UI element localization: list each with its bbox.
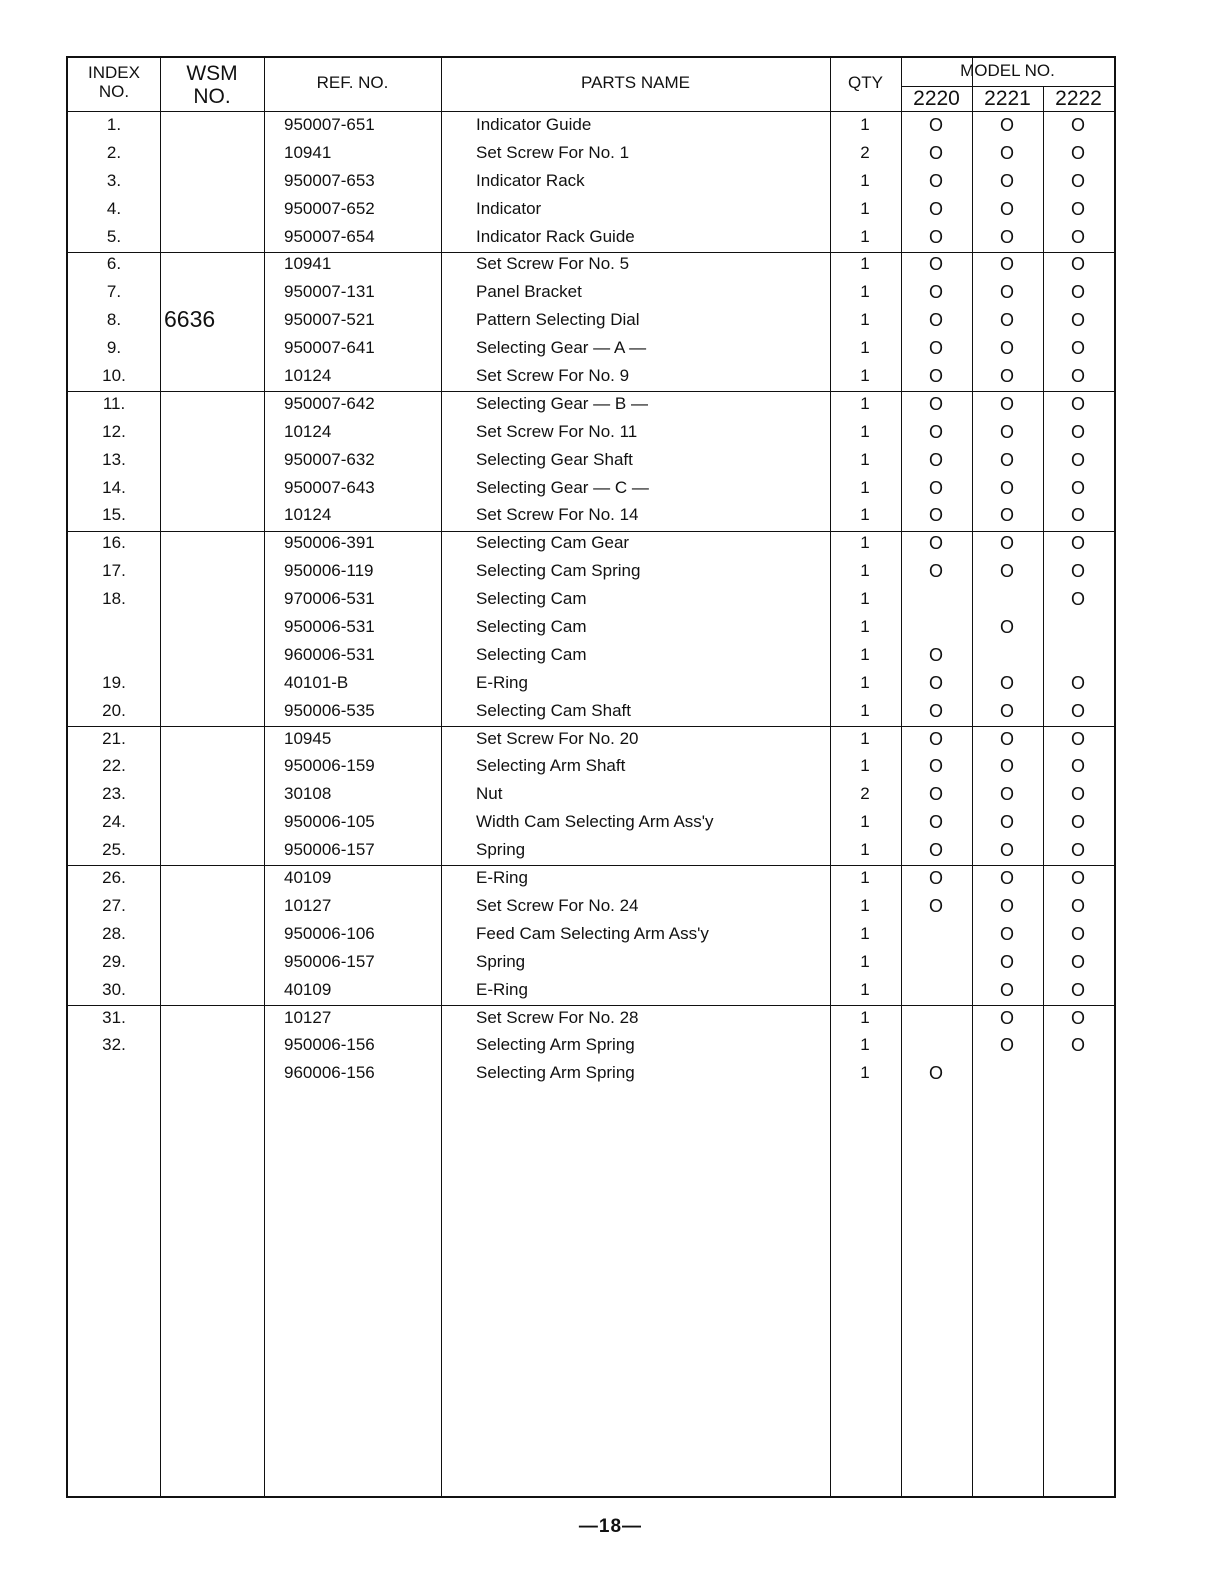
model-2222-mark: O <box>1070 142 1085 163</box>
ref-no-cell: 40109 <box>284 979 332 999</box>
model-2222-mark: O <box>1070 254 1085 275</box>
part-name-cell: E-Ring <box>476 979 528 999</box>
index-cell: 17. <box>102 561 126 581</box>
model-2222-mark: O <box>1070 784 1085 805</box>
model-2220-mark: O <box>928 449 943 470</box>
index-cell: 16. <box>102 533 126 553</box>
ref-no-cell: 950006-157 <box>284 840 375 860</box>
index-cell: 12. <box>102 421 126 441</box>
header-ref: REF. NO. <box>316 73 389 92</box>
qty-cell: 1 <box>860 1007 870 1027</box>
ref-no-cell: 950007-642 <box>284 393 375 413</box>
qty-cell: 1 <box>860 310 870 330</box>
table-row <box>68 141 1114 169</box>
ref-no-cell: 950007-521 <box>284 310 375 330</box>
ref-no-cell: 950006-119 <box>284 561 374 581</box>
ref-no-cell: 950006-156 <box>284 1035 375 1055</box>
model-2222-mark: O <box>1070 868 1085 889</box>
model-2221-mark: O <box>999 338 1014 359</box>
part-name-cell: E-Ring <box>476 672 528 692</box>
table-row <box>68 1006 1114 1034</box>
table-row <box>68 950 1114 978</box>
model-2220-mark: O <box>928 700 943 721</box>
qty-cell: 1 <box>860 366 870 386</box>
ref-no-cell: 10127 <box>284 895 332 915</box>
header-index: INDEX NO. <box>88 63 140 101</box>
part-name-cell: Indicator <box>476 198 542 218</box>
qty-cell: 2 <box>860 142 870 162</box>
model-2220-mark: O <box>928 505 943 526</box>
model-2221-mark: O <box>999 923 1014 944</box>
model-2221-mark: O <box>999 115 1014 135</box>
model-2222-mark: O <box>1070 226 1085 247</box>
part-name-cell: Spring <box>476 840 526 860</box>
qty-cell: 2 <box>860 784 870 804</box>
model-2222-mark: O <box>1070 338 1085 359</box>
model-2221-mark: O <box>999 421 1014 442</box>
index-cell: 18. <box>102 589 126 609</box>
qty-cell: 1 <box>860 672 870 692</box>
model-2221-mark: O <box>999 840 1014 861</box>
ref-no-cell: 950006-157 <box>284 951 375 971</box>
ref-no-cell: 10124 <box>284 421 332 441</box>
model-2222-mark: O <box>1070 366 1085 387</box>
index-cell: 15. <box>102 505 126 525</box>
model-2221-mark: O <box>999 310 1014 331</box>
table-row <box>68 420 1114 448</box>
table-row <box>68 559 1114 587</box>
model-2222-mark: O <box>1070 533 1085 554</box>
index-cell: 1. <box>106 115 122 134</box>
part-name-cell: Selecting Gear — B — <box>476 393 648 413</box>
table-row <box>68 727 1114 755</box>
qty-cell: 1 <box>860 756 870 776</box>
model-2220-mark: O <box>928 226 943 247</box>
model-2220-mark: O <box>928 393 943 414</box>
model-2221-mark: O <box>999 1007 1014 1028</box>
index-cell: 6. <box>106 254 122 274</box>
qty-cell: 1 <box>860 170 870 190</box>
index-cell: 9. <box>106 338 122 358</box>
model-2221-mark: O <box>999 226 1014 247</box>
model-2222-mark: O <box>1070 561 1085 582</box>
part-name-cell: Set Screw For No. 9 <box>476 366 630 386</box>
model-2220-mark: O <box>928 895 943 916</box>
table-row <box>68 615 1114 643</box>
model-2222-mark: O <box>1070 477 1085 498</box>
part-name-cell: Selecting Arm Shaft <box>476 756 626 776</box>
index-cell: 22. <box>102 756 126 776</box>
ref-no-cell: 950007-651 <box>284 115 375 134</box>
model-2221-mark: O <box>999 366 1014 387</box>
qty-cell: 1 <box>860 421 870 441</box>
table-row <box>68 308 1114 336</box>
table-row <box>68 978 1114 1006</box>
ref-no-cell: 960006-531 <box>284 644 375 664</box>
model-2222-mark: O <box>1070 812 1085 833</box>
model-2222-mark: O <box>1070 170 1085 191</box>
table-row <box>68 866 1114 894</box>
header-rule <box>68 111 1114 112</box>
index-cell: 8. <box>106 310 122 330</box>
qty-cell: 1 <box>860 115 870 134</box>
part-name-cell: Indicator Rack Guide <box>476 226 635 246</box>
model-2222-mark: O <box>1070 421 1085 442</box>
index-cell: 24. <box>102 812 126 832</box>
qty-cell: 1 <box>860 895 870 915</box>
qty-cell: 1 <box>860 477 870 497</box>
ref-no-cell: 950007-643 <box>284 477 375 497</box>
qty-cell: 1 <box>860 728 870 748</box>
part-name-cell: Selecting Cam <box>476 617 587 637</box>
model-2221-mark: O <box>999 170 1014 191</box>
ref-no-cell: 950006-391 <box>284 533 375 553</box>
part-name-cell: Set Screw For No. 1 <box>476 142 630 162</box>
qty-cell: 1 <box>860 282 870 302</box>
qty-cell: 1 <box>860 700 870 720</box>
model-2220-mark: O <box>928 477 943 498</box>
model-2220-mark: O <box>928 533 943 554</box>
model-2221-mark: O <box>999 1035 1014 1056</box>
ref-no-cell: 10124 <box>284 366 332 386</box>
model-2221-mark: O <box>999 784 1014 805</box>
model-2222-mark: O <box>1070 895 1085 916</box>
table-row <box>68 587 1114 615</box>
group-rule <box>68 865 1114 866</box>
part-name-cell: Indicator Rack <box>476 170 585 190</box>
group-rule <box>68 726 1114 727</box>
table-row <box>68 113 1114 141</box>
ref-no-cell: 950007-653 <box>284 170 375 190</box>
table-row <box>68 252 1114 280</box>
qty-cell: 1 <box>860 979 870 999</box>
part-name-cell: Selecting Arm Spring <box>476 1035 635 1055</box>
model-2220-mark: O <box>928 644 943 665</box>
qty-cell: 1 <box>860 923 870 943</box>
table-row <box>68 280 1114 308</box>
model-2222-mark: O <box>1070 282 1085 303</box>
ref-no-cell: 40101-B <box>284 672 349 692</box>
model-2220-mark: O <box>928 142 943 163</box>
wsm-number: 6636 <box>164 306 216 332</box>
qty-cell: 1 <box>860 505 870 525</box>
parts-rows <box>68 113 1114 1089</box>
index-cell: 32. <box>102 1035 126 1055</box>
ref-no-cell: 950007-641 <box>284 338 375 358</box>
part-name-cell: Set Screw For No. 28 <box>476 1007 639 1027</box>
part-name-cell: Selecting Gear — A — <box>476 338 647 358</box>
table-row <box>68 838 1114 866</box>
model-2220-mark: O <box>928 672 943 693</box>
part-name-cell: Feed Cam Selecting Arm Ass'y <box>476 923 709 943</box>
part-name-cell: Nut <box>476 784 503 804</box>
table-row <box>68 197 1114 225</box>
ref-no-cell: 950007-632 <box>284 449 375 469</box>
model-2221-mark: O <box>999 868 1014 889</box>
model-2221-mark: O <box>999 756 1014 777</box>
index-cell: 4. <box>106 198 122 218</box>
model-2220-mark: O <box>928 784 943 805</box>
part-name-cell: Indicator Guide <box>476 115 592 134</box>
table-row <box>68 782 1114 810</box>
ref-no-cell: 10127 <box>284 1007 332 1027</box>
part-name-cell: Width Cam Selecting Arm Ass'y <box>476 812 714 832</box>
table-row <box>68 671 1114 699</box>
model-2221-mark: O <box>999 393 1014 414</box>
model-2221-mark: O <box>999 617 1014 638</box>
qty-cell: 1 <box>860 393 870 413</box>
table-row <box>68 392 1114 420</box>
index-cell: 3. <box>106 170 122 190</box>
qty-cell: 1 <box>860 840 870 860</box>
part-name-cell: Selecting Gear Shaft <box>476 449 633 469</box>
qty-cell: 1 <box>860 868 870 888</box>
group-rule <box>68 531 1114 532</box>
model-2220-mark: O <box>928 310 943 331</box>
model-2222-mark: O <box>1070 728 1085 749</box>
model-2222-mark: O <box>1070 115 1085 135</box>
model-2221-mark: O <box>999 142 1014 163</box>
part-name-cell: Selecting Arm Spring <box>476 1063 635 1083</box>
index-cell: 23. <box>102 784 126 804</box>
ref-no-cell: 950007-652 <box>284 198 375 218</box>
model-2222-mark: O <box>1070 198 1085 219</box>
index-cell: 14. <box>102 477 126 497</box>
table-row <box>68 699 1114 727</box>
qty-cell: 1 <box>860 533 870 553</box>
part-name-cell: Spring <box>476 951 526 971</box>
model-2220-mark: O <box>928 756 943 777</box>
index-cell: 31. <box>102 1007 126 1027</box>
index-cell: 13. <box>102 449 126 469</box>
ref-no-cell: 960006-156 <box>284 1063 375 1083</box>
part-name-cell: Set Screw For No. 20 <box>476 728 639 748</box>
part-name-cell: Pattern Selecting Dial <box>476 310 640 330</box>
index-cell: 20. <box>102 700 126 720</box>
table-row <box>68 1033 1114 1061</box>
part-name-cell: Panel Bracket <box>476 282 582 302</box>
model-2220-mark: O <box>928 1063 943 1084</box>
group-rule <box>68 391 1114 392</box>
part-name-cell: Selecting Cam <box>476 589 587 609</box>
model-2221-mark: O <box>999 282 1014 303</box>
model-2220-mark: O <box>928 198 943 219</box>
part-name-cell: Selecting Cam Shaft <box>476 700 631 720</box>
table-row <box>68 643 1114 671</box>
table-row <box>68 503 1114 531</box>
qty-cell: 1 <box>860 198 870 218</box>
model-2222-mark: O <box>1070 310 1085 331</box>
model-2221-mark: O <box>999 449 1014 470</box>
index-cell: 5. <box>106 226 122 246</box>
model-2222-mark: O <box>1070 505 1085 526</box>
model-2221-mark: O <box>999 979 1014 1000</box>
qty-cell: 1 <box>860 226 870 246</box>
ref-no-cell: 950006-105 <box>284 812 375 832</box>
model-2220-mark: O <box>928 868 943 889</box>
model-2220-mark: O <box>928 728 943 749</box>
ref-no-cell: 10941 <box>284 142 332 162</box>
qty-cell: 1 <box>860 1063 870 1083</box>
qty-cell: 1 <box>860 561 870 581</box>
index-cell: 11. <box>102 393 126 413</box>
qty-cell: 1 <box>860 1035 870 1055</box>
model-2222-mark: O <box>1070 951 1085 972</box>
model-2221-mark: O <box>999 895 1014 916</box>
table-row <box>68 225 1114 253</box>
ref-no-cell: 950007-654 <box>284 226 375 246</box>
ref-no-cell: 40109 <box>284 868 332 888</box>
model-2220-mark: O <box>928 840 943 861</box>
model-2220-mark: O <box>928 282 943 303</box>
header-model: MODEL NO. <box>960 61 1055 80</box>
index-cell: 7. <box>106 282 122 302</box>
model-2221-mark: O <box>999 728 1014 749</box>
qty-cell: 1 <box>860 589 870 609</box>
header-wsm: WSM NO. <box>186 62 238 109</box>
page-number: —18— <box>578 1516 643 1537</box>
part-name-cell: Set Screw For No. 24 <box>476 895 639 915</box>
model-2222-mark: O <box>1070 589 1085 610</box>
parts-list-table <box>66 56 1116 1498</box>
model-2221-mark: O <box>999 672 1014 693</box>
part-name-cell: Selecting Cam Spring <box>476 561 641 581</box>
qty-cell: 1 <box>860 617 870 637</box>
ref-no-cell: 950007-131 <box>284 282 375 302</box>
part-name-cell: Set Screw For No. 14 <box>476 505 639 525</box>
model-2221-mark: O <box>999 477 1014 498</box>
model-2222-mark: O <box>1070 756 1085 777</box>
model-2221-mark: O <box>999 561 1014 582</box>
header-model-2221: 2221 <box>984 87 1031 110</box>
index-cell: 25. <box>102 840 126 860</box>
index-cell: 10. <box>102 366 126 386</box>
table-row <box>68 894 1114 922</box>
index-cell: 30. <box>102 979 126 999</box>
part-name-cell: E-Ring <box>476 868 528 888</box>
table-row <box>68 754 1114 782</box>
model-2221-mark: O <box>999 700 1014 721</box>
model-2220-mark: O <box>928 170 943 191</box>
qty-cell: 1 <box>860 644 870 664</box>
ref-no-cell: 10124 <box>284 505 332 525</box>
ref-no-cell: 10945 <box>284 728 332 748</box>
part-name-cell: Set Screw For No. 5 <box>476 254 630 274</box>
ref-no-cell: 950006-535 <box>284 700 375 720</box>
model-2220-mark: O <box>928 421 943 442</box>
ref-no-cell: 30108 <box>284 784 332 804</box>
group-rule <box>68 1005 1114 1006</box>
model-2221-mark: O <box>999 254 1014 275</box>
model-2220-mark: O <box>928 338 943 359</box>
index-cell: 19. <box>102 672 126 692</box>
model-2220-mark: O <box>928 254 943 275</box>
part-name-cell: Selecting Gear — C — <box>476 477 649 497</box>
model-2222-mark: O <box>1070 393 1085 414</box>
ref-no-cell: 950006-106 <box>284 923 375 943</box>
qty-cell: 1 <box>860 812 870 832</box>
part-name-cell: Selecting Cam Gear <box>476 533 630 553</box>
ref-no-cell: 10941 <box>284 254 332 274</box>
ref-no-cell: 950006-531 <box>284 617 375 637</box>
model-2222-mark: O <box>1070 840 1085 861</box>
model-2221-mark: O <box>999 505 1014 526</box>
header-parts-name: PARTS NAME <box>581 73 690 92</box>
table-row <box>68 448 1114 476</box>
qty-cell: 1 <box>860 338 870 358</box>
index-cell: 28. <box>102 923 126 943</box>
table-row <box>68 169 1114 197</box>
header-model-2222: 2222 <box>1055 87 1102 110</box>
table-row <box>68 531 1114 559</box>
part-name-cell: Selecting Cam <box>476 644 587 664</box>
model-2222-mark: O <box>1070 449 1085 470</box>
model-2222-mark: O <box>1070 672 1085 693</box>
table-row <box>68 1061 1114 1089</box>
model-2222-mark: O <box>1070 1035 1085 1056</box>
table-row <box>68 810 1114 838</box>
model-2222-mark: O <box>1070 700 1085 721</box>
qty-cell: 1 <box>860 951 870 971</box>
model-2222-mark: O <box>1070 923 1085 944</box>
model-2222-mark: O <box>1070 979 1085 1000</box>
table-row <box>68 336 1114 364</box>
model-2221-mark: O <box>999 198 1014 219</box>
index-cell: 26. <box>102 868 126 888</box>
index-cell: 21. <box>102 728 126 748</box>
model-2222-mark: O <box>1070 1007 1085 1028</box>
model-2220-mark: O <box>928 812 943 833</box>
index-cell: 29. <box>102 951 126 971</box>
ref-no-cell: 970006-531 <box>284 589 375 609</box>
part-name-cell: Set Screw For No. 11 <box>476 421 638 441</box>
model-2221-mark: O <box>999 533 1014 554</box>
model-2220-mark: O <box>928 115 943 135</box>
table-row <box>68 922 1114 950</box>
qty-cell: 1 <box>860 449 870 469</box>
model-2221-mark: O <box>999 951 1014 972</box>
ref-no-cell: 950006-159 <box>284 756 375 776</box>
qty-cell: 1 <box>860 254 870 274</box>
header-model-2220: 2220 <box>913 87 960 110</box>
model-2221-mark: O <box>999 812 1014 833</box>
model-2220-mark: O <box>928 561 943 582</box>
index-cell: 27. <box>102 895 126 915</box>
table-row <box>68 364 1114 392</box>
model-2220-mark: O <box>928 366 943 387</box>
table-row <box>68 476 1114 504</box>
index-cell: 2. <box>106 142 122 162</box>
group-rule <box>68 252 1114 253</box>
header-qty: QTY <box>848 73 883 92</box>
